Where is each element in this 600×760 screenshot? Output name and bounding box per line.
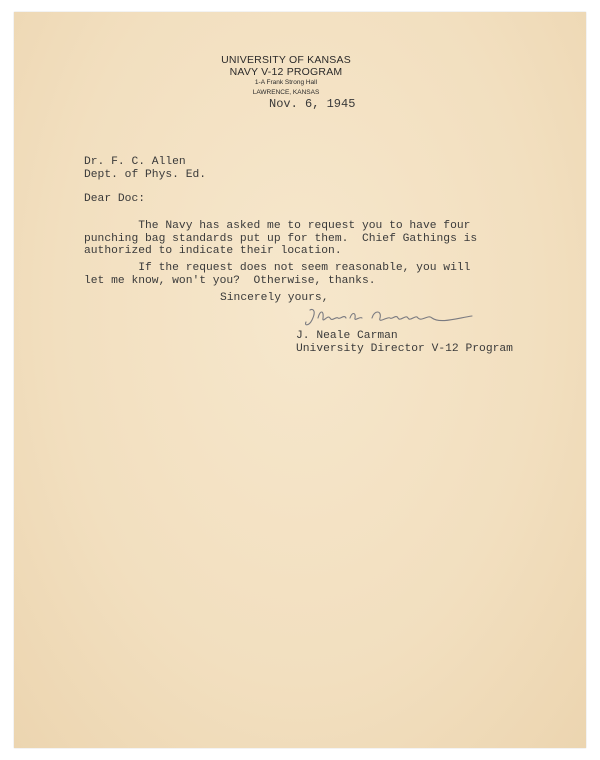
letterhead-university: UNIVERSITY OF KANSAS: [221, 54, 351, 66]
recipient-name: Dr. F. C. Allen: [84, 156, 186, 168]
recipient-department: Dept. of Phys. Ed.: [84, 169, 207, 181]
letterhead-city: LAWRENCE, KANSAS: [252, 89, 320, 96]
body-paragraph-1: The Navy has asked me to request you to have four punching bag standards put up for them. Chief Gathings is authorized to indicate their location.: [84, 220, 478, 258]
letter-date: Nov. 6, 1945: [269, 97, 356, 111]
letter-page: [14, 12, 586, 748]
signer-name: J. Neale Carman: [296, 330, 398, 342]
signer-title: University Director V-12 Program: [296, 343, 513, 355]
letterhead-program: NAVY V-12 PROGRAM: [229, 66, 343, 78]
closing: Sincerely yours,: [220, 292, 329, 304]
salutation: Dear Doc:: [84, 193, 146, 205]
body-paragraph-2: If the request does not seem reasonable, you will let me know, won't you? Otherwise, thanks.: [84, 262, 471, 287]
letterhead-office: 1-A Frank Strong Hall: [254, 79, 318, 86]
letterhead: [14, 54, 586, 98]
